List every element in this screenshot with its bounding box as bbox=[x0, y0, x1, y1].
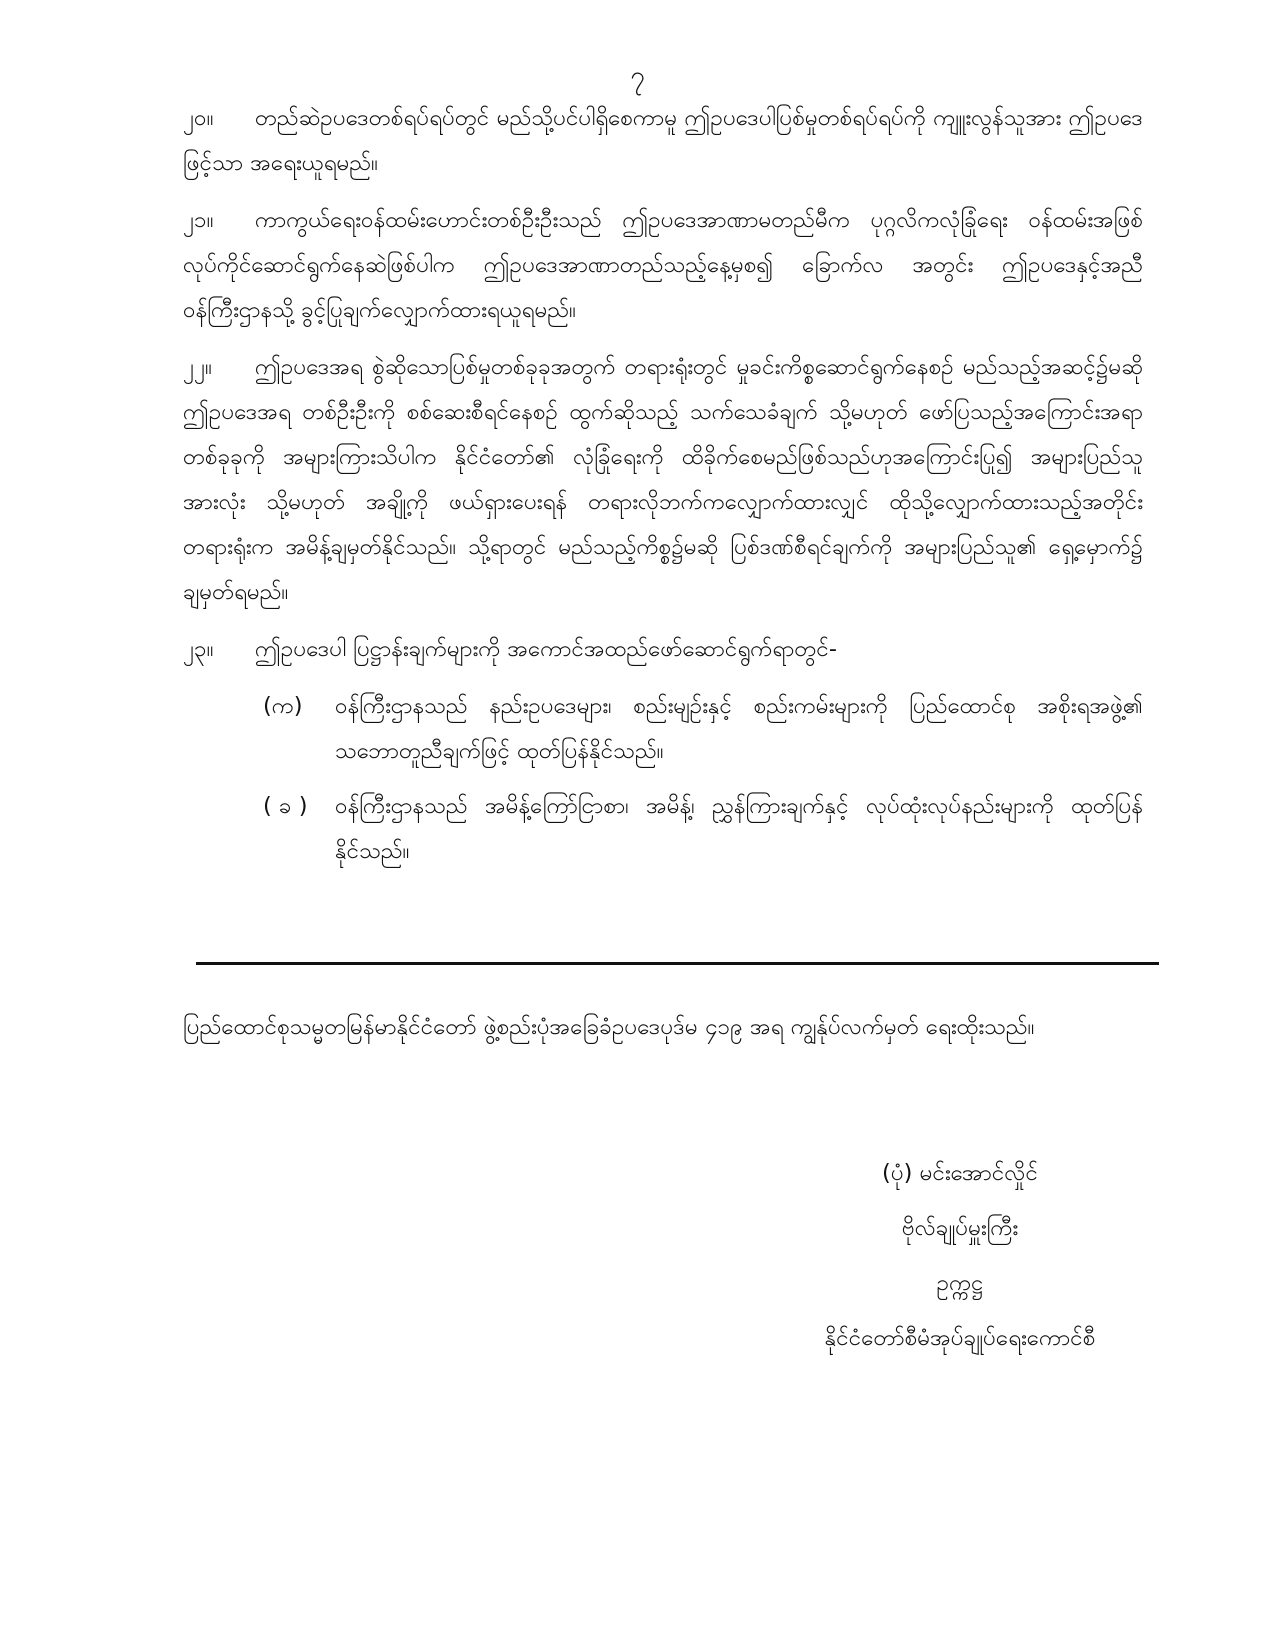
subitem-kha bbox=[263, 784, 1143, 874]
attestation-text: ပြည်ထောင်စုသမ္မတမြန်မာနိုင်ငံတော် ဖွဲ့စည်းပုံအခြေခံဥပဒေပုဒ်မ ၄၁၉ အရ ကျွန်ုပ်လက်မှတ် ရေးထိုးသည်။ bbox=[183, 1013, 1035, 1040]
section-number: ၂၃။ bbox=[183, 636, 214, 662]
subitem-text: ဝန်ကြီးဌာနသည် အမိန့်ကြော်ငြာစာ၊ အမိန့်၊ ညွှန်ကြားချက်နှင့် လုပ်ထုံးလုပ်နည်းများကို ထုတ်ပြန်နိုင်သည်။ bbox=[335, 793, 1143, 864]
section-23 bbox=[183, 627, 1143, 672]
signer-title: ဥက္ကဋ္ဌ bbox=[936, 1270, 984, 1296]
signer-organization: နိုင်ငံတော်စီမံအုပ်ချုပ်ရေးကောင်စီ bbox=[824, 1325, 1096, 1351]
section-text: ဤဥပဒေပါ ပြဋ္ဌာန်းချက်များကို အကောင်အထည်ဖော်ဆောင်ရွက်ရာတွင်- bbox=[255, 636, 837, 662]
section-text: ကာကွယ်ရေးဝန်ထမ်းဟောင်းတစ်ဦးဦးသည် ဤဥပဒေအာဏာမတည်မီက ပုဂ္ဂလိကလုံခြုံရေး ဝန်ထမ်းအဖြစ် လုပ်ကိုင်ဆောင်ရွက်နေဆဲဖြစ်ပါက ဤဥပဒေအာဏာတည်သည့်နေ့မှစ၍ ခြောက်လ အတွင်း ဤဥပဒေနှင့်အညီ ဝန်ကြီးဌာနသို့ ခွင့်ပြုချက်လျှောက်ထားရယူရမည်။ bbox=[183, 207, 1143, 323]
section-20 bbox=[183, 96, 1143, 186]
document-body bbox=[183, 96, 1143, 884]
signer-name: (ပုံ) မင်းအောင်လှိုင် bbox=[882, 1160, 1038, 1186]
section-text: ဤဥပဒေအရ စွဲဆိုသောပြစ်မှုတစ်ခုခုအတွက် တရားရုံးတွင် မှုခင်းကိစ္စဆောင်ရွက်နေစဉ် မည်သည့်အဆင့်၌မဆို ဤဥပဒေအရ တစ်ဦးဦးကို စစ်ဆေးစီရင်နေစဉ် ထွက်ဆိုသည့် သက်သေခံချက် သို့မဟုတ် ဖော်ပြသည့်အကြောင်းအရာတစ်ခုခုကို အများကြားသိပါက နိုင်ငံတော်၏ လုံခြုံရေးကို ထိခိုက်စေမည်ဖြစ်သည်ဟုအကြောင်းပြု၍ အများပြည်သူအားလုံး သို့မဟုတ် အချို့ကို ဖယ်ရှားပေးရန် တရားလိုဘက်ကလျှောက်ထားလျှင် ထိုသို့လျှောက်ထားသည့်အတိုင်း တရားရုံးက အမိန့်ချမှတ်နိုင်သည်။ သို့ရာတွင် မည်သည့်ကိစ္စ၌မဆို ပြစ်ဒဏ်စီရင်ချက်ကို အများပြည်သူ၏ ရှေ့မှောက်၌ ချမှတ်ရမည်။ bbox=[183, 354, 1143, 605]
section-number: ၂၁။ bbox=[183, 207, 214, 233]
section-number: ၂၂။ bbox=[183, 354, 212, 380]
subitem-number: (က) bbox=[263, 693, 303, 719]
horizontal-divider bbox=[196, 962, 1159, 965]
signature-block bbox=[760, 1146, 1160, 1366]
subitem-number: ( ခ ) bbox=[263, 793, 308, 819]
page-number: ၇ bbox=[630, 61, 645, 91]
section-number: ၂၀။ bbox=[183, 105, 214, 131]
section-21 bbox=[183, 198, 1143, 333]
subitem-text: ဝန်ကြီးဌာနသည် နည်းဥပဒေများ၊ စည်းမျဉ်းနှင့် စည်းကမ်းများကို ပြည်ထောင်စု အစိုးရအဖွဲ့၏ သဘောတူညီချက်ဖြင့် ထုတ်ပြန်နိုင်သည်။ bbox=[335, 693, 1143, 764]
signer-rank: ဗိုလ်ချုပ်မှူးကြီး bbox=[901, 1215, 1019, 1241]
section-22 bbox=[183, 345, 1143, 615]
section-text: တည်ဆဲဥပဒေတစ်ရပ်ရပ်တွင် မည်သို့ပင်ပါရှိစေကာမူ ဤဥပဒေပါပြစ်မှုတစ်ရပ်ရပ်ကို ကျူးလွန်သူအား ဤဥပဒေဖြင့်သာ အရေးယူရမည်။ bbox=[183, 105, 1143, 176]
subitem-ka bbox=[263, 684, 1143, 774]
